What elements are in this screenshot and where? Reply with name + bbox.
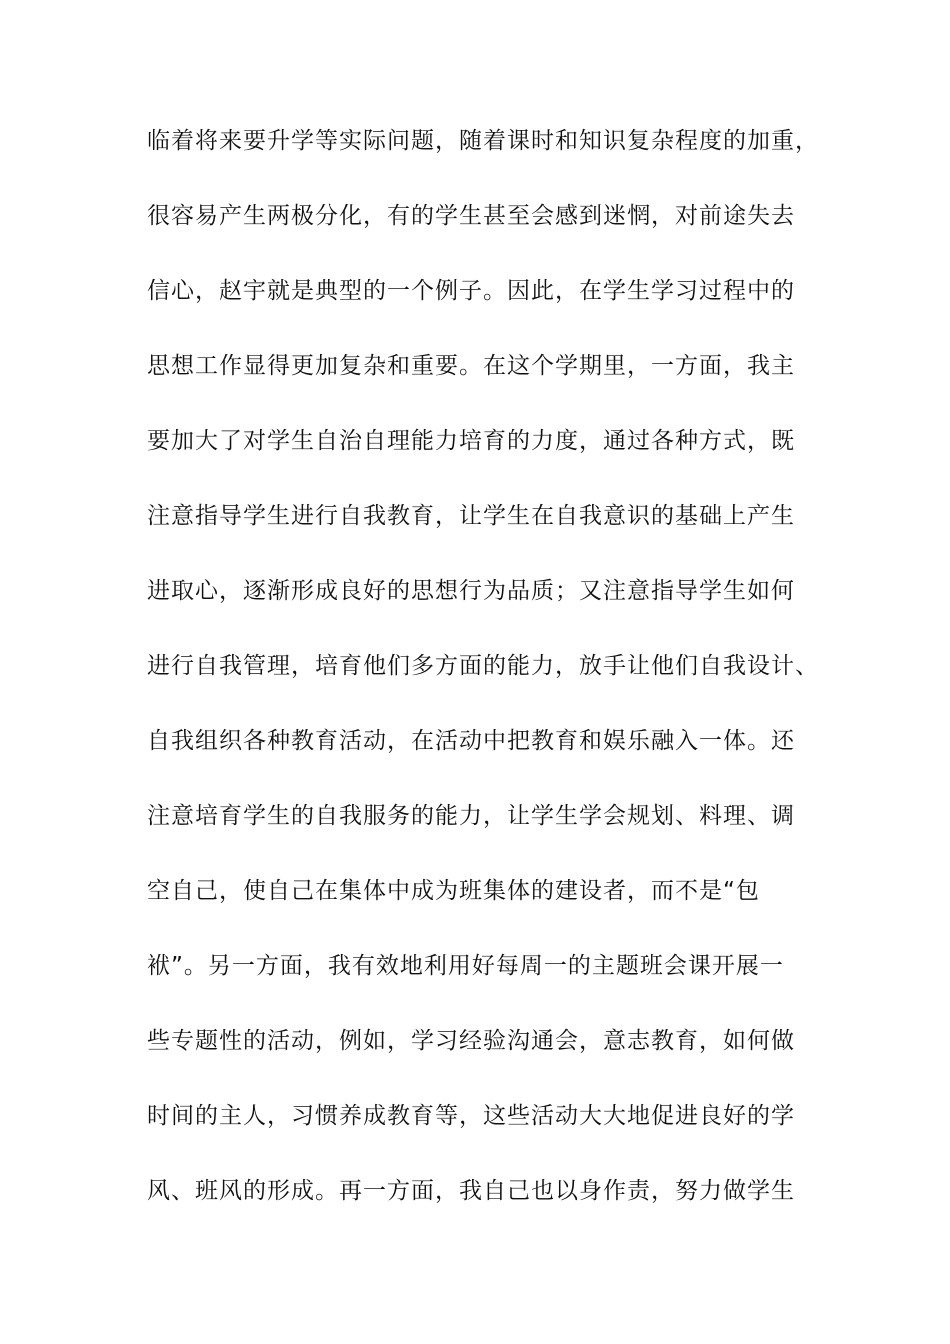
text-line: 进取心，逐渐形成良好的思想行为品质；又注意指导学生如何 (147, 578, 795, 604)
text-line: 临着将来要升学等实际问题，随着课时和知识复杂程度的加重， (147, 128, 819, 154)
text-line: 要加大了对学生自治自理能力培育的力度，通过各种方式，既 (147, 428, 795, 454)
text-line: 注意指导学生进行自我教育，让学生在自我意识的基础上产生 (147, 503, 795, 529)
text-line: 风、班风的形成。再一方面，我自己也以身作责，努力做学生 (147, 1178, 795, 1204)
text-line: 些专题性的活动，例如，学习经验沟通会，意志教育，如何做 (147, 1028, 795, 1054)
text-line: 时间的主人，习惯养成教育等，这些活动大大地促进良好的学 (147, 1103, 795, 1129)
body-text (147, 126, 817, 1251)
text-line: 进行自我管理，培育他们多方面的能力，放手让他们自我设计、 (147, 653, 819, 679)
text-line: 空自己，使自己在集体中成为班集体的建设者，而不是“包 (147, 878, 760, 904)
text-line: 自我组织各种教育活动，在活动中把教育和娱乐融入一体。还 (147, 728, 795, 754)
text-line: 袱”。另一方面，我有效地利用好每周一的主题班会课开展一 (147, 953, 784, 979)
text-line: 注意培育学生的自我服务的能力，让学生学会规划、料理、调 (147, 803, 795, 829)
text-line: 思想工作显得更加复杂和重要。在这个学期里，一方面，我主 (147, 353, 795, 379)
text-line: 信心，赵宇就是典型的一个例子。因此，在学生学习过程中的 (147, 278, 795, 304)
text-line: 很容易产生两极分化，有的学生甚至会感到迷惘，对前途失去 (147, 203, 795, 229)
